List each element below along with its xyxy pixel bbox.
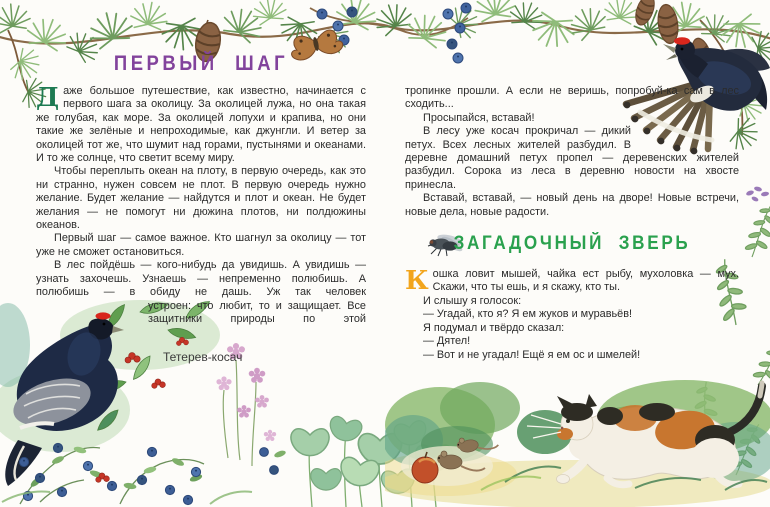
- dialog-line: — Дятел!: [423, 335, 471, 348]
- section-title-row: [405, 233, 739, 259]
- dialog-line: — Вот и не угадал! Ещё я ем ос и шмелей!: [423, 348, 641, 361]
- paragraph: Чтобы переплыть океан на плоту, в первую очередь, как это ни странно, нужен совсем не плот. В первую очередь нужно желание. Будет желание — найдутся и плот и океан. Не будет желания — не помогут ни дюжина плотов, ни полдюжины океанов.: [36, 165, 366, 232]
- right-page: [405, 0, 739, 507]
- paragraph-text: ошка ловит мышей, чайка ест рыбу, мухоловка — мух. Скажи, что ты ешь, и я скажу, кто ты.: [432, 268, 739, 294]
- section-title-mysterious-beast: ЗАГАДОЧНЫЙ ЗВЕРЬ: [453, 233, 691, 255]
- paragraph: Первый шаг — самое важное. Кто шагнул за околицу — тот уже не сможет остановиться.: [36, 232, 366, 258]
- dialog-line: Я подумал и твёрдо сказал:: [423, 321, 565, 334]
- bird-caption: Тетерев-косач: [163, 350, 243, 364]
- paragraph: Просыпайся, вставай!: [423, 111, 535, 124]
- left-page: [36, 0, 366, 507]
- drop-cap: К: [405, 266, 429, 297]
- paragraph: тропинке прошли. А если не веришь, попробуй-ка сам в лес сходить...: [405, 85, 739, 111]
- paragraph: устроен: что любит, то и защищает. Все защитники природы по этой: [148, 299, 366, 325]
- paragraph: Вставай, вставай, — новый день на дворе! Новые встречи, новые дела, новые радости.: [405, 192, 739, 218]
- dialog-line: И слышу я голосок:: [423, 294, 522, 307]
- dialog-line: — Угадай, кто я? Я ем жуков и муравьёв!: [423, 308, 633, 321]
- paragraph: В лесу уже косач прокричал — дикий петух. Всех лесных жителей разбудил. В деревне домашний петух пропел — деревенских жителей разбудил. Сорока из леса в деревню новости на хвосте принесла.: [405, 125, 739, 191]
- right-page-text: [405, 85, 739, 362]
- paragraph: [36, 85, 366, 165]
- paragraph: В лес пойдёшь — кого-нибудь да увидишь. А увидишь — узнать захочешь. Узнаешь — непременно полюбишь. А полюбишь — в обиду не дашь. Уж так человек: [36, 259, 366, 299]
- paragraph: [405, 268, 739, 295]
- drop-cap: Д: [36, 83, 60, 113]
- page-title-first-step: ПЕРВЫЙ ШАГ: [113, 52, 289, 75]
- left-page-text: [36, 85, 366, 326]
- illustration-spacer: [631, 112, 739, 152]
- vetch-flowers: [745, 186, 769, 202]
- paragraph-text: аже большое путешествие, как известно, начинается с первого шага за околицу. За околицей лужа, но она такая же голубая, как море. За околицей лопухи и крапива, но они такие же зелёные и непроходимые, как джунгли. И ветер за околицей тот же, что шумит над горами, пустынями и океанами. И то же солнце, что светит всему миру.: [36, 85, 366, 165]
